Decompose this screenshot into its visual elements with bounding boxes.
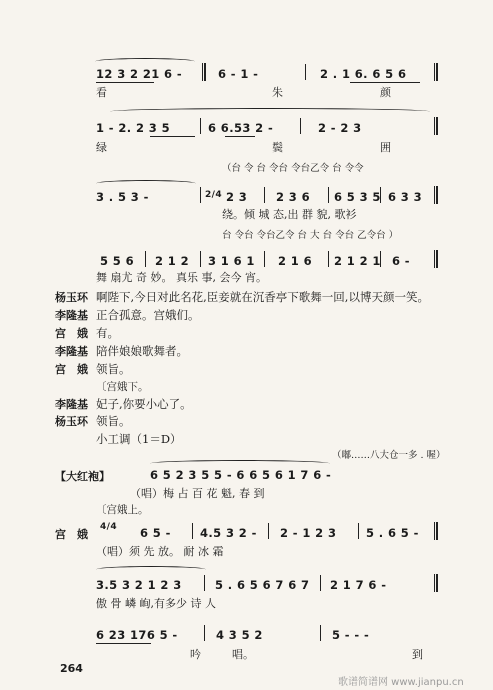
slur: [96, 180, 196, 187]
slur: [96, 566, 206, 573]
notes-s4-m5: 2 1 2 1: [334, 254, 381, 268]
underline: [96, 643, 151, 644]
dialogue-line: 领旨。: [96, 414, 131, 428]
barline: [305, 64, 306, 80]
slur: [150, 460, 330, 467]
dialogue-line: 领旨。: [96, 362, 131, 376]
notes-s2-m3: 2 - 2 3: [318, 121, 362, 135]
notes-s3-m4: 6 5 3 5: [334, 190, 381, 204]
timesig-s5: 4/4: [100, 522, 118, 532]
lyric-s3: 绕。倾 城 态,出 群 貌, 歌衫: [222, 208, 357, 221]
speaker-name: 李隆基: [55, 345, 88, 358]
notes-s4-m6: 6 -: [392, 254, 410, 268]
lyric-s5: （唱）须 先 放。 耐 冰 霜: [96, 545, 224, 558]
lyric-aria: （唱）梅 占 百 花 魁, 春 到: [130, 487, 265, 500]
underline: [225, 136, 255, 137]
notes-s6-m1: 3.5 3 2 1 2 3: [96, 578, 182, 592]
barline: [200, 118, 201, 134]
lyric-s2-1: 绿: [96, 141, 107, 154]
notes-s5-m1: 6 5 -: [140, 526, 171, 540]
barline: [200, 187, 201, 203]
barline: [328, 187, 329, 203]
page-number: 264: [60, 662, 83, 675]
speaker-name: 李隆基: [55, 398, 88, 411]
lyric-s4: 舞 扇尤 奇 妙。 真乐 事, 会今 宵。: [96, 271, 267, 284]
notes-s4-m1: 5 5 6: [100, 254, 135, 268]
speaker-name: 杨玉环: [55, 415, 88, 428]
barline: [434, 117, 438, 135]
barline: [434, 574, 438, 592]
lyric-s1-2: 朱: [272, 86, 283, 99]
percussion-s3: （台 令 台 令台 令台乙令 台 令令: [222, 163, 364, 174]
barline: [264, 187, 265, 203]
speaker-name: 杨玉环: [55, 291, 88, 304]
barline: [320, 575, 321, 591]
speaker-name: 李隆基: [55, 309, 88, 322]
barline: [192, 523, 193, 539]
barline: [204, 575, 205, 591]
notes-s1-m2: 6 - 1 -: [218, 67, 259, 81]
dialogue-line: 有。: [96, 326, 119, 340]
notes-s3-m5: 6 3 3: [388, 190, 423, 204]
barline: [268, 523, 269, 539]
notes-s5-m3: 2 - 1 2 3: [280, 526, 337, 540]
key-signature: 小工调（1＝D）: [96, 432, 182, 446]
barline: [200, 251, 201, 267]
barline: [328, 251, 329, 267]
dialogue-line: 妃子,你要小心了。: [96, 397, 192, 411]
barline: [434, 63, 438, 81]
notes-s4-m2: 2 1 2: [155, 254, 190, 268]
lyric-s1-1: 看: [96, 86, 107, 99]
barline: [145, 251, 146, 267]
dialogue-line: 啊陛下,今日对此名花,臣妾就在沉香亭下歌舞一回,以博天颜一笑。: [96, 290, 429, 304]
timesig-s3: 2/4: [205, 190, 223, 200]
percussion-s4: 台 令台 令台乙令 台 大 台 令台 乙令台 ）: [222, 230, 399, 241]
notes-s3-m1: 3 . 5 3 -: [96, 190, 149, 204]
notes-s3-m2: 2 3: [226, 190, 248, 204]
notes-s1-m1: 12 3 2 21 6 -: [96, 67, 183, 81]
barline: [204, 625, 205, 641]
speaker-name: 宫 娥: [55, 363, 88, 376]
notes-s6-m2: 5 . 6 5 6 7 6 7: [215, 578, 310, 592]
barline: [264, 251, 265, 267]
lyric-s2-2: 鬓: [272, 141, 283, 154]
underline: [96, 82, 154, 83]
notes-s2-m1: 1 - 2. 2 3 5: [96, 121, 170, 135]
notes-s7-m3: 5 - - -: [332, 628, 370, 642]
lyric-s2-3: 囲: [380, 141, 391, 154]
dialogue-line: 正合孤意。宫娥们。: [96, 308, 200, 322]
notes-s7-m1: 6 23 176 5 -: [96, 628, 178, 642]
lyric-s7-3: 到: [412, 648, 423, 661]
stage-direction: 〔宫娥上。: [96, 504, 149, 516]
notes-s2-m2: 6 6.53 2 -: [208, 121, 274, 135]
notes-s7-m2: 4 3 5 2: [216, 628, 263, 642]
notes-aria: 6 5 2 3 5 5 - 6 6 5 6 1 7 6 -: [150, 468, 332, 482]
notes-s4-m4: 2 1 6: [278, 254, 313, 268]
stage-direction: 〔宫娥下。: [96, 381, 149, 393]
barline: [434, 250, 438, 268]
notes-s3-m3: 2 3 6: [276, 190, 311, 204]
barline: [300, 118, 301, 134]
slur: [95, 58, 195, 65]
underline: [150, 136, 195, 137]
speaker-name: 宫 娥: [55, 528, 88, 541]
lyric-s1-3: 颜: [380, 86, 391, 99]
barline: [320, 625, 321, 641]
watermark: 歌谱简谱网 www.jianpu.cn: [338, 677, 464, 688]
speaker-name: 宫 娥: [55, 327, 88, 340]
notes-s6-m3: 2 1 7 6 -: [330, 578, 387, 592]
notes-s1-m3: 2 . 1 6. 6 5 6: [320, 67, 407, 81]
notes-s4-m3: 3 1 6 1: [208, 254, 255, 268]
slur: [110, 108, 430, 115]
barline: [358, 523, 359, 539]
notes-s5-m2: 4.5 3 2 -: [200, 526, 257, 540]
barline: [202, 63, 206, 81]
notes-s5-m4: 5 . 6 5 -: [366, 526, 419, 540]
barline: [434, 522, 438, 540]
lyric-s6: 傲 骨 嶙 峋,有多少 诗 人: [96, 597, 216, 610]
dialogue-line: 陪伴娘娘歌舞者。: [96, 344, 188, 358]
lyric-s7-2: 唱。: [232, 648, 254, 661]
lyric-s7-1: 吟: [190, 648, 201, 661]
barline: [434, 186, 438, 204]
percussion-aria: （嘟……八大仓一多 . 喔）: [332, 450, 446, 461]
underline: [350, 82, 420, 83]
aria-title: 【大红袍】: [55, 470, 110, 483]
